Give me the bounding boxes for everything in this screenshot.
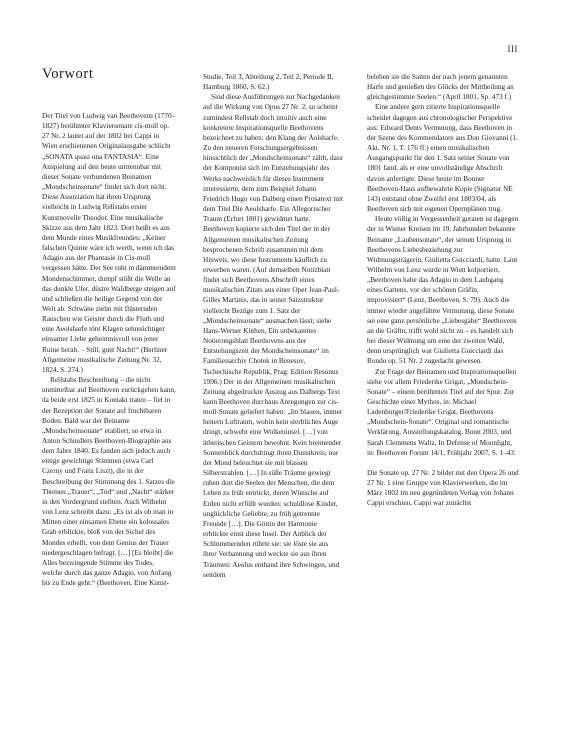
paragraph: Die Sonate op. 27 Nr. 2 bildet mit den Opera 26 und 27 Nr. 1 eine Gruppe von Klavierwerken, die im März 1802 im neu gegründeten Verlag von Johann Cappi erschien. Cappi war zunächst [367,468,519,508]
paragraph: Zur Frage der Beinamen und Inspirationsquellen siehe vor allem Friederike Grigat, „Mondschein-Sonate“ – einem berühmten Titel auf der Spur. Zur Geschichte einer Mythos, in: Michael Ladenburger/Friederike Grigat, Beethovens „Mondschein-Sonate“. Original und romantische Verklärung, Ausstellungskatalog, Bonn 2003, und Sarah Clemmens Waltz, In Defense of Moonlight, in: Beethoven Forum 14/1, Frühjahr 2007, S. 1–43. [367,367,517,457]
paragraph: Heute völlig in Vergessenheit geraten ist dagegen der in Wiener Kreisen im 19. Jahrhundert bekannte Beiname „Laubensonate“, der seinen Ursprung in Beethovens Liebesbeziehung zur Widmungsträgerin, Giulietta Guicciardi, hatte. Laut Wilhelm von Lenz wurde in Wien kolportiert, „Beethoven habe das Adagio in dem Laubgang eines Gartens, vor der schönen Gräfin, improvisiert“ (Lenz, Beethoven, S. 79). Auch die immer wieder angeführte Vermutung, diese Sonate sei eine ganz persönliche „Liebesgabe“ Beethovens an die Gräfin, trifft wohl nicht zu – es handelt sich bei dieser Widmung um eine der zweiten Wahl, denn ursprünglich war Giulietta Guicciardi das Rondo op. 51 Nr. 2 zugedacht gewesen. [367,215,519,366]
page-number: III [507,44,518,54]
text-column-3 [367,72,519,509]
paragraph: beleben sie die Saiten der nach jenem genannten Harfe und genießen des Glücks der Mittheilung an gleichgestimmte Seelen.“ (April 1801, Sp. 473 f.) [367,73,514,102]
paragraph: Rellstabs Beschreibung – die nicht unmittelbar auf Beethoven zurückgehen kann, da beide erst 1825 in Kontakt traten – fiel in der Rezeption der Sonate auf fruchtbaren Boden. Bald war der Beiname „Mondscheinsonate“ etabliert, so etwa in Anton Schindlers Beethoven-Biographie aus dem Jahre 1840. Es fanden sich jedoch auch einige gewichtige Stimmen (etwa Carl Czerny und Franz Liszt), die in der Beschreibung der Stimmung des 1. Satzes die Themen „Trauer“, „Tod“ und „Nacht“ stärker in den Vordergrund stellten. Auch Wilhelm von Lenz schreibt dazu: „Es ist als ob man in Mitten einer einsamen Ebene ein kolossales Grab erblickte, bloß von der Sichel des Mondes erhellt, von dem Genius der Trauer niedergeschlagen befragt. […] [Es bleibt] die Alles bezwingende Stimme des Todes, welche durch das ganze Adagio, von Anfang bis zu Ende geht.“ (Beethoven. Eine Kunst- [42,376,176,588]
page-title: Vorwort [42,66,94,82]
paragraph: Studie, Teil 3, Abteilung 2, Teil 2, Periode II, Hamburg 1860, S. 62.) [203,73,334,92]
paragraph: Sind diese Ausführungen zur Nachgedanken auf die Wirkung von Opus 27 Nr. 2, so scheint zumindest Rellstab doch intuitiv auch eine konkretere Inspirationsquelle Beethovens bezeichnet zu haben: den Klang der Äolsharfe. Zu den neueren Forschungsergebnissen hinsichtlich der „Mondscheinsonate“ zählt, dass der Komponist sich im Entstehungsjahr des Werks nachweislich für dieses Instrument interessierte, dem zum Beispiel Johann Friedrich Hugo von Dalberg einen Prosatext mit dem Titel Die Aeolsharfe. Ein Allegorischer Traum (Erfurt 1801) gewidmet hatte. Beethoven kopierte sich den Titel der in der Allgemeinen musikalischen Zeitung besprochenen Schrift zusammen mit dem Hinweis, wo diese Instrumente käuflich zu erwerben waren. (Auf demselben Notizblatt findet sich Beethovens Abschrift eines musikalischen Zitats aus einer Oper Jean-Paul-Gilles Martinis, das in seiner Satzstruktur vielleicht Bezüge zum 1. Satz der „Mondscheinsonate“ ausmachen lässt; siehe Hans-Werner Küthen, Ein unbekanntes Notierungsblatt Beethovens aus der Entstehungszeit der Mondscheinsonate“ im Familienarchiv Chotek in Benesov, Tschechische Republik, Prag: Edition Resonus 1996.) Der in der Allgemeinen musikalischen Zeitung abgedruckte Auszug aus Dalbergs Text kann Beethoven durchaus Anregungen zur cis-moll-Sonate geliefert haben: „Im blauen, immer heitern Luftraum, wohin kein sterbliches Auge dringt, schwebt eine Wolkeninsel. […] von ätherischen Geistern bewohnt. Kein brennender Sonnenblick durchdringt ihren Dunstkreis; nur der Mond beleuchtet sie mit blassen Silberstrahlen. […] In süße Träume gewiegt ruhen dort die Seelen der Menschen, die dem Leben zu früh entrückt, deren Wünsche auf Erden nicht erfüllt wurden: schuldlose Kinder, unglückliche Geliebte, zu früh getrennte Freunde […]. Die Göttin der Harmonie erblickte einst diese Insel. Der Anblick der Schlummernden rührte sie: sie löste sie aus ihrer Verbannung und weckte sie aus ihren Träumen: Aeolus entband ihre Schwingen, und seitdem [203,93,344,579]
paragraph: Der Titel von Ludwig van Beethovens (1770–1827) berühmter Klaviersonate cis-moll op. 27 Nr. 2 lautet auf der 1802 bei Cappi in Wien erschienenen Originalausgabe schlicht „SONATA quasi una FANTASIA“. Eine Anspielung auf den heute untrennbar mit dieser Sonate verbundenen Beinamen „Mondscheinsonate“ findet sich dort nicht. Diese Assoziation hat ihren Ursprung vielleicht in Ludwig Rellstabs erster Kunstnovelle Theodor. Eine musikalische Skizze aus dem Jahr 1823. Dort heißt es aus dem Munde eines Musikfreundes: „Keiner falschen Quinte wäre ich werth, wenn ich das Adagio aus der Phantasie in Cis-moll vergessen hätte. Der See ruht in dämmerndem Mondenschimmer, dumpf stößt die Welle an das dunkle Ufer, düstre Waldberge steigen auf und schließen die heilige Gegend von der Welt ab. Schwäne ziehn mit flüsternden Rauschen wie Geister durch die Fluth und eine Aeolsharfe tönt Klagen sehnsüchtiger einsamer Liebe geheimnisvoll von jener Ruine herab. – Still, gute Nacht!“ (Berliner Allgemeine musikalische Zeitung Nr. 32, 1824, S. 274.) [42,112,176,374]
paragraph: Eine andere gern zitierte Inspirationsquelle scheidet dagegen aus chronologischer Perspektive aus: Edward Dents Vermutung, dass Beethoven in der Szene des Kommendatore aus Don Giovanni (1. Akt, Nr. 1, T. 176 ff.) einen musikalischen Ausgangspunkt für den 1. Satz seiner Sonate von 1801 fand, als er eine unvollständige Abschrift davon anfertigte. Diese heute im Bonner Beethoven-Haus aufbewahrte Kopie (Signatur NE 143) entstand ohne Zweifel erst 1803/04, als Beethoven sich mit eigenen Opernplänen trug. [367,103,519,214]
text-column-1 [42,111,176,588]
text-column-2 [203,72,343,580]
